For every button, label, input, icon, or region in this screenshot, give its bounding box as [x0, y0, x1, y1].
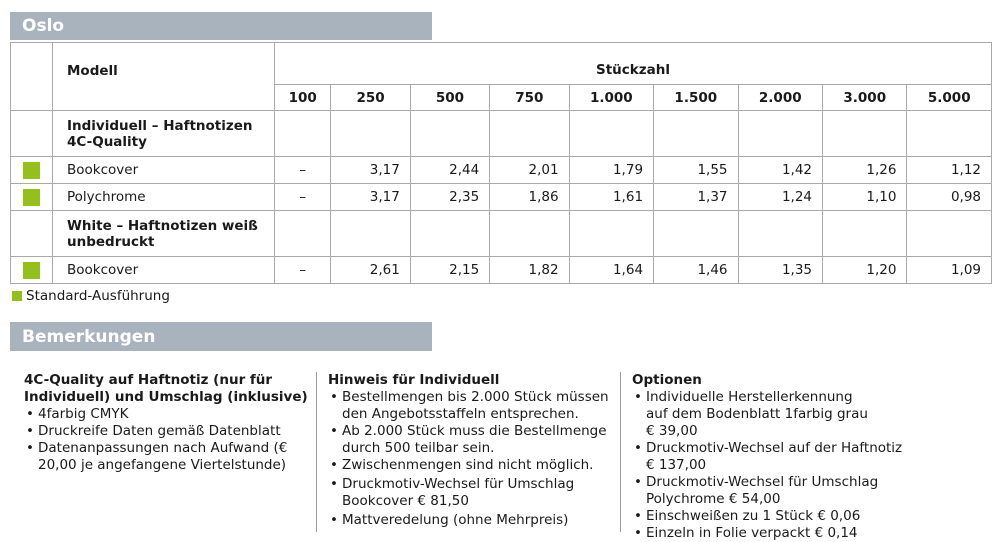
price-cell: 1,55	[654, 157, 738, 184]
price-cell: 1,26	[823, 157, 907, 184]
model-name: Bookcover	[53, 257, 275, 284]
remarks-heading: Optionen	[632, 372, 702, 388]
price-cell: –	[275, 184, 331, 211]
table-row	[11, 257, 992, 284]
price-cell: 1,35	[738, 257, 822, 284]
price-cell: 1,24	[738, 184, 822, 211]
list-item: • Druckreife Daten gemäß Datenblatt	[24, 423, 314, 440]
list-item: • Druckmotiv-Wechsel für Umschlag Polychrome € 54,00	[632, 474, 992, 508]
price-cell: 1,10	[823, 184, 907, 211]
legend-label: Standard-Ausführung	[26, 288, 170, 304]
model-name: Bookcover	[53, 157, 275, 184]
price-cell: 2,61	[331, 257, 410, 284]
group-row	[11, 211, 992, 257]
group-title: Individuell – Haftnotizen 4C-Quality	[53, 111, 275, 157]
price-cell: 1,12	[907, 157, 992, 184]
table-row	[11, 184, 992, 211]
standard-marker	[23, 262, 40, 279]
qty-col-header: 1.500	[654, 85, 738, 111]
group-title: White – Haftnotizen weiß unbedruckt	[53, 211, 275, 257]
standard-marker	[23, 162, 40, 179]
qty-col-header: 100	[275, 85, 331, 111]
remarks-heading: Hinweis für Individuell	[328, 372, 500, 388]
list-item: • 4farbig CMYK	[24, 406, 314, 423]
price-cell: 1,79	[569, 157, 653, 184]
price-cell: 1,64	[569, 257, 653, 284]
column-divider	[316, 372, 317, 532]
price-cell: 1,09	[907, 257, 992, 284]
price-table	[10, 42, 992, 284]
list-item: • Druckmotiv-Wechsel für Umschlag Bookcover € 81,50	[328, 476, 628, 510]
price-cell: 3,17	[331, 184, 410, 211]
price-cell: 2,15	[410, 257, 489, 284]
remarks-heading: 4C-Quality auf Haftnotiz (nur für Individuell) und Umschlag (inklusive)	[24, 372, 308, 405]
qty-col-header: 500	[410, 85, 489, 111]
price-cell: 2,35	[410, 184, 489, 211]
list-item: • Einzeln in Folie verpackt € 0,14	[632, 525, 992, 542]
price-cell: 3,17	[331, 157, 410, 184]
list-item: • Druckmotiv-Wechsel auf der Haftnotiz € 137,00	[632, 440, 992, 474]
price-cell: 1,82	[490, 257, 569, 284]
qty-col-header: 1.000	[569, 85, 653, 111]
qty-col-header: 3.000	[823, 85, 907, 111]
section-title-remarks: Bemerkungen	[10, 322, 432, 351]
price-cell: 2,01	[490, 157, 569, 184]
legend-marker	[12, 291, 22, 301]
table-row	[11, 157, 992, 184]
price-cell: 1,42	[738, 157, 822, 184]
standard-marker	[23, 189, 40, 206]
model-name: Polychrome	[53, 184, 275, 211]
qty-col-header: 5.000	[907, 85, 992, 111]
mark-header-cell	[11, 43, 53, 111]
qty-col-header: 2.000	[738, 85, 822, 111]
price-cell: 1,37	[654, 184, 738, 211]
group-row	[11, 111, 992, 157]
list-item: • Einschweißen zu 1 Stück € 0,06	[632, 508, 992, 525]
list-item: • Individuelle Herstellerkennung auf dem Bodenblatt 1farbig grau € 39,00	[632, 389, 992, 440]
quantity-header: Stückzahl	[275, 43, 992, 85]
list-item: • Ab 2.000 Stück muss die Bestellmenge durch 500 teilbar sein.	[328, 423, 628, 457]
price-cell: 1,20	[823, 257, 907, 284]
list-item: • Bestellmengen bis 2.000 Stück müssen den Angebotsstaffeln entsprechen.	[328, 389, 628, 423]
qty-col-header: 750	[490, 85, 569, 111]
qty-col-header: 250	[331, 85, 410, 111]
list-item: • Zwischenmengen sind nicht möglich.	[328, 457, 628, 474]
section-title-oslo: Oslo	[10, 12, 432, 40]
price-cell: 2,44	[410, 157, 489, 184]
remarks-column-options	[632, 372, 992, 542]
list-item: • Datenanpassungen nach Aufwand (€ 20,00 je angefangene Viertelstunde)	[24, 440, 314, 474]
remarks-column-hint	[328, 372, 628, 529]
price-cell: –	[275, 157, 331, 184]
price-cell: 1,46	[654, 257, 738, 284]
model-header: Modell	[53, 43, 275, 111]
price-cell: 0,98	[907, 184, 992, 211]
price-cell: 1,61	[569, 184, 653, 211]
legend	[12, 288, 170, 304]
price-cell: 1,86	[490, 184, 569, 211]
list-item: • Mattveredelung (ohne Mehrpreis)	[328, 512, 628, 529]
remarks-column-quality	[24, 372, 314, 474]
column-divider	[620, 372, 621, 532]
price-cell: –	[275, 257, 331, 284]
